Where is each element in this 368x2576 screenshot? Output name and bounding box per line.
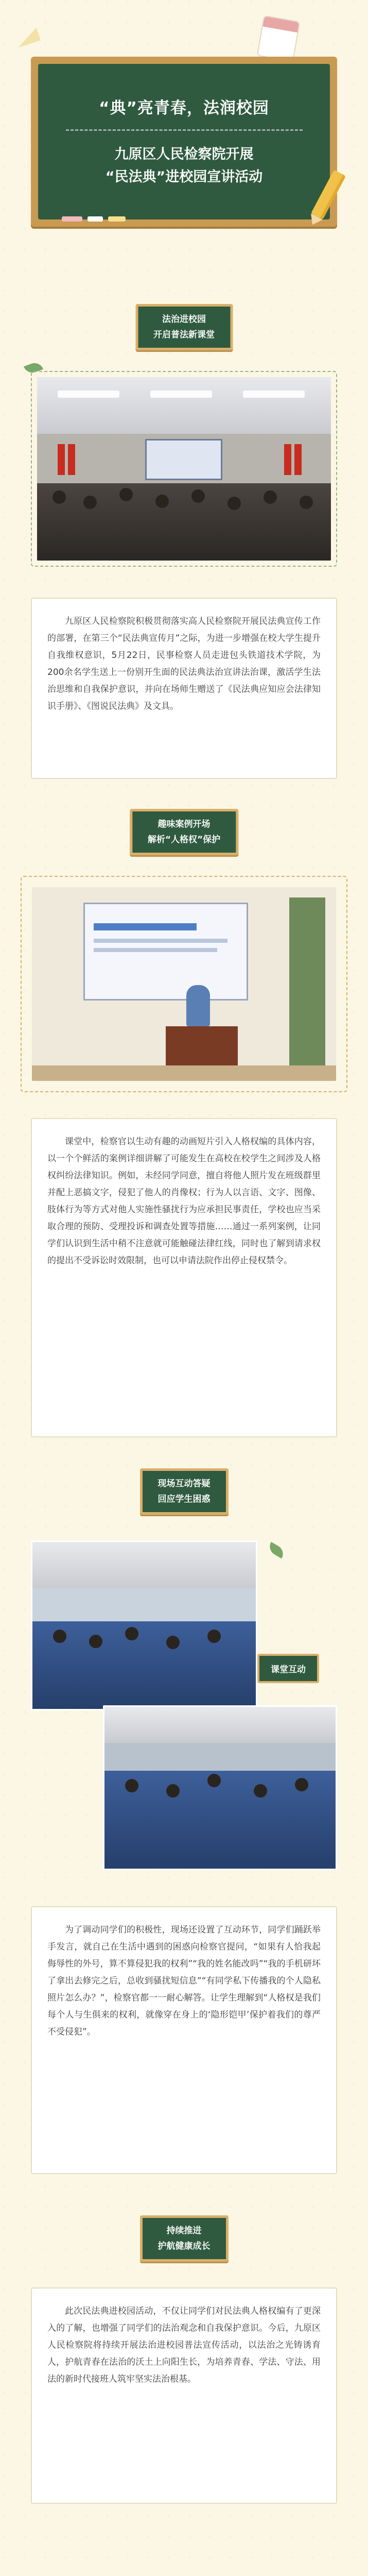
section-1-paragraph: 九原区人民检察院积极贯彻落实高人民检察院开展民法典宣传工作的部署，在第三个“民法典宣传月”之际，为进一步增强在校大学生提升自我维权意识，5月22日，民事检察人员走进包头铁道技术学院，为200余名学生送上一份别开生面的民法典法治宣讲法治课，激活学生法治思维和自我保护意识，并向在场师生赠送了《民法典应知应会法律知识手册》、《图说民法典》及文具。 [47, 616, 321, 711]
title-divider [66, 129, 303, 131]
subtitle-line-2: “民法典”进校园宣讲活动 [105, 169, 263, 185]
section-1-heading-line-2: 开启普法新课堂 [153, 330, 215, 340]
section-1-heading-line-1: 法治进校园 [162, 314, 206, 325]
paper-plane-icon [14, 28, 41, 48]
photo-tag: 课堂互动 [257, 1654, 319, 1683]
section-2-text-card [31, 1118, 337, 1437]
chalk-white-icon [87, 216, 103, 222]
section-4-paragraph: 此次民法典进校园活动，不仅让同学们对民法典人格权编有了更深入的了解，也增强了同学们的法治观念和自我保护意识。今后，九原区人民检察院将持续开展法治进校园普法宣传活动，以法治之光铸诱育人，护航青春在法治的沃土上向阳生长，为培养青春、学法、守法、用法的新时代接班人筑牢坚实法治根基。 [47, 2306, 321, 2384]
section-4-heading-line-1: 持续推进 [166, 2226, 202, 2236]
section-4-text-card [31, 2287, 337, 2504]
section-3-heading-line-2: 回应学生困惑 [157, 1494, 211, 1504]
chalk-pink-icon [62, 216, 82, 222]
photo-2-classroom [32, 887, 336, 1081]
section-2-heading-line-1: 趣味案例开场 [157, 819, 211, 829]
photo-3b-interaction [103, 1705, 337, 1870]
section-2-heading-line-2: 解析“人格权”保护 [147, 835, 221, 845]
section-3-text-card [31, 1906, 337, 2174]
section-3-heading-line-1: 现场互动答疑 [157, 1479, 211, 1489]
photo-3a-interaction [31, 1540, 257, 1710]
section-1-text-card [31, 598, 337, 779]
page-title: “典”亮青春，法润校园 [99, 99, 269, 117]
subtitle-line-1: 九原区人民检察院开展 [114, 146, 254, 162]
chalkboard [38, 64, 330, 219]
leaf-icon-2 [267, 1542, 286, 1559]
section-2-paragraph: 课堂中，检察官以生动有趣的动画短片引入人格权编的具体内容，以一个个鲜活的案例详细讲解了可能发生在高校在校学生之间涉及人格权纠纷法律知识。例如，未经同学同意，擅自将他人照片发在班级群里并配上恶搞文字，侵犯了他人的肖像权；行为人以言语、文字、图像、肢体行为等方式对他人实施性骚扰行为应承担民事责任，学校也应当采取合理的预防、受理投诉和调查处置等措施……通过一系列案例，让同学们认识到生活中稍不注意就可能触碰法律红线，同时也了解到请求权的提出不受诉讼时效限制，也可以申请法院作出停止侵权禁令。 [47, 1137, 321, 1266]
section-2-heading [130, 809, 238, 855]
chalk-yellow-icon [108, 216, 126, 222]
section-4-heading [140, 2215, 229, 2262]
section-3-heading [140, 1468, 229, 1515]
section-3-paragraph: 为了调动同学们的积极性，现场还设置了互动环节，同学们踊跃举手发言，就自己在生活中遇到的困惑向检察官提问，“如果有人恰我起侮辱性的外号，算不算侵犯我的权利”“我的姓名能改吗”“我的手机研坏了拿出去修完之后，总收到骚扰短信息”“有同学私下传播我的个人隐私照片怎么办？”，检察官都一一耐心解答。让学生理解到“人格权是我们每个人与生俱来的权利，就像穿在身上的‘隐形铠甲’保护着我们的尊严不受侵犯”。 [47, 1925, 321, 2037]
section-4-heading-line-2: 护航健康成长 [157, 2241, 211, 2251]
section-1-heading [135, 304, 233, 350]
photo-1-lecture-hall [37, 377, 331, 561]
header-banner [0, 0, 368, 242]
calendar-icon [257, 15, 301, 62]
